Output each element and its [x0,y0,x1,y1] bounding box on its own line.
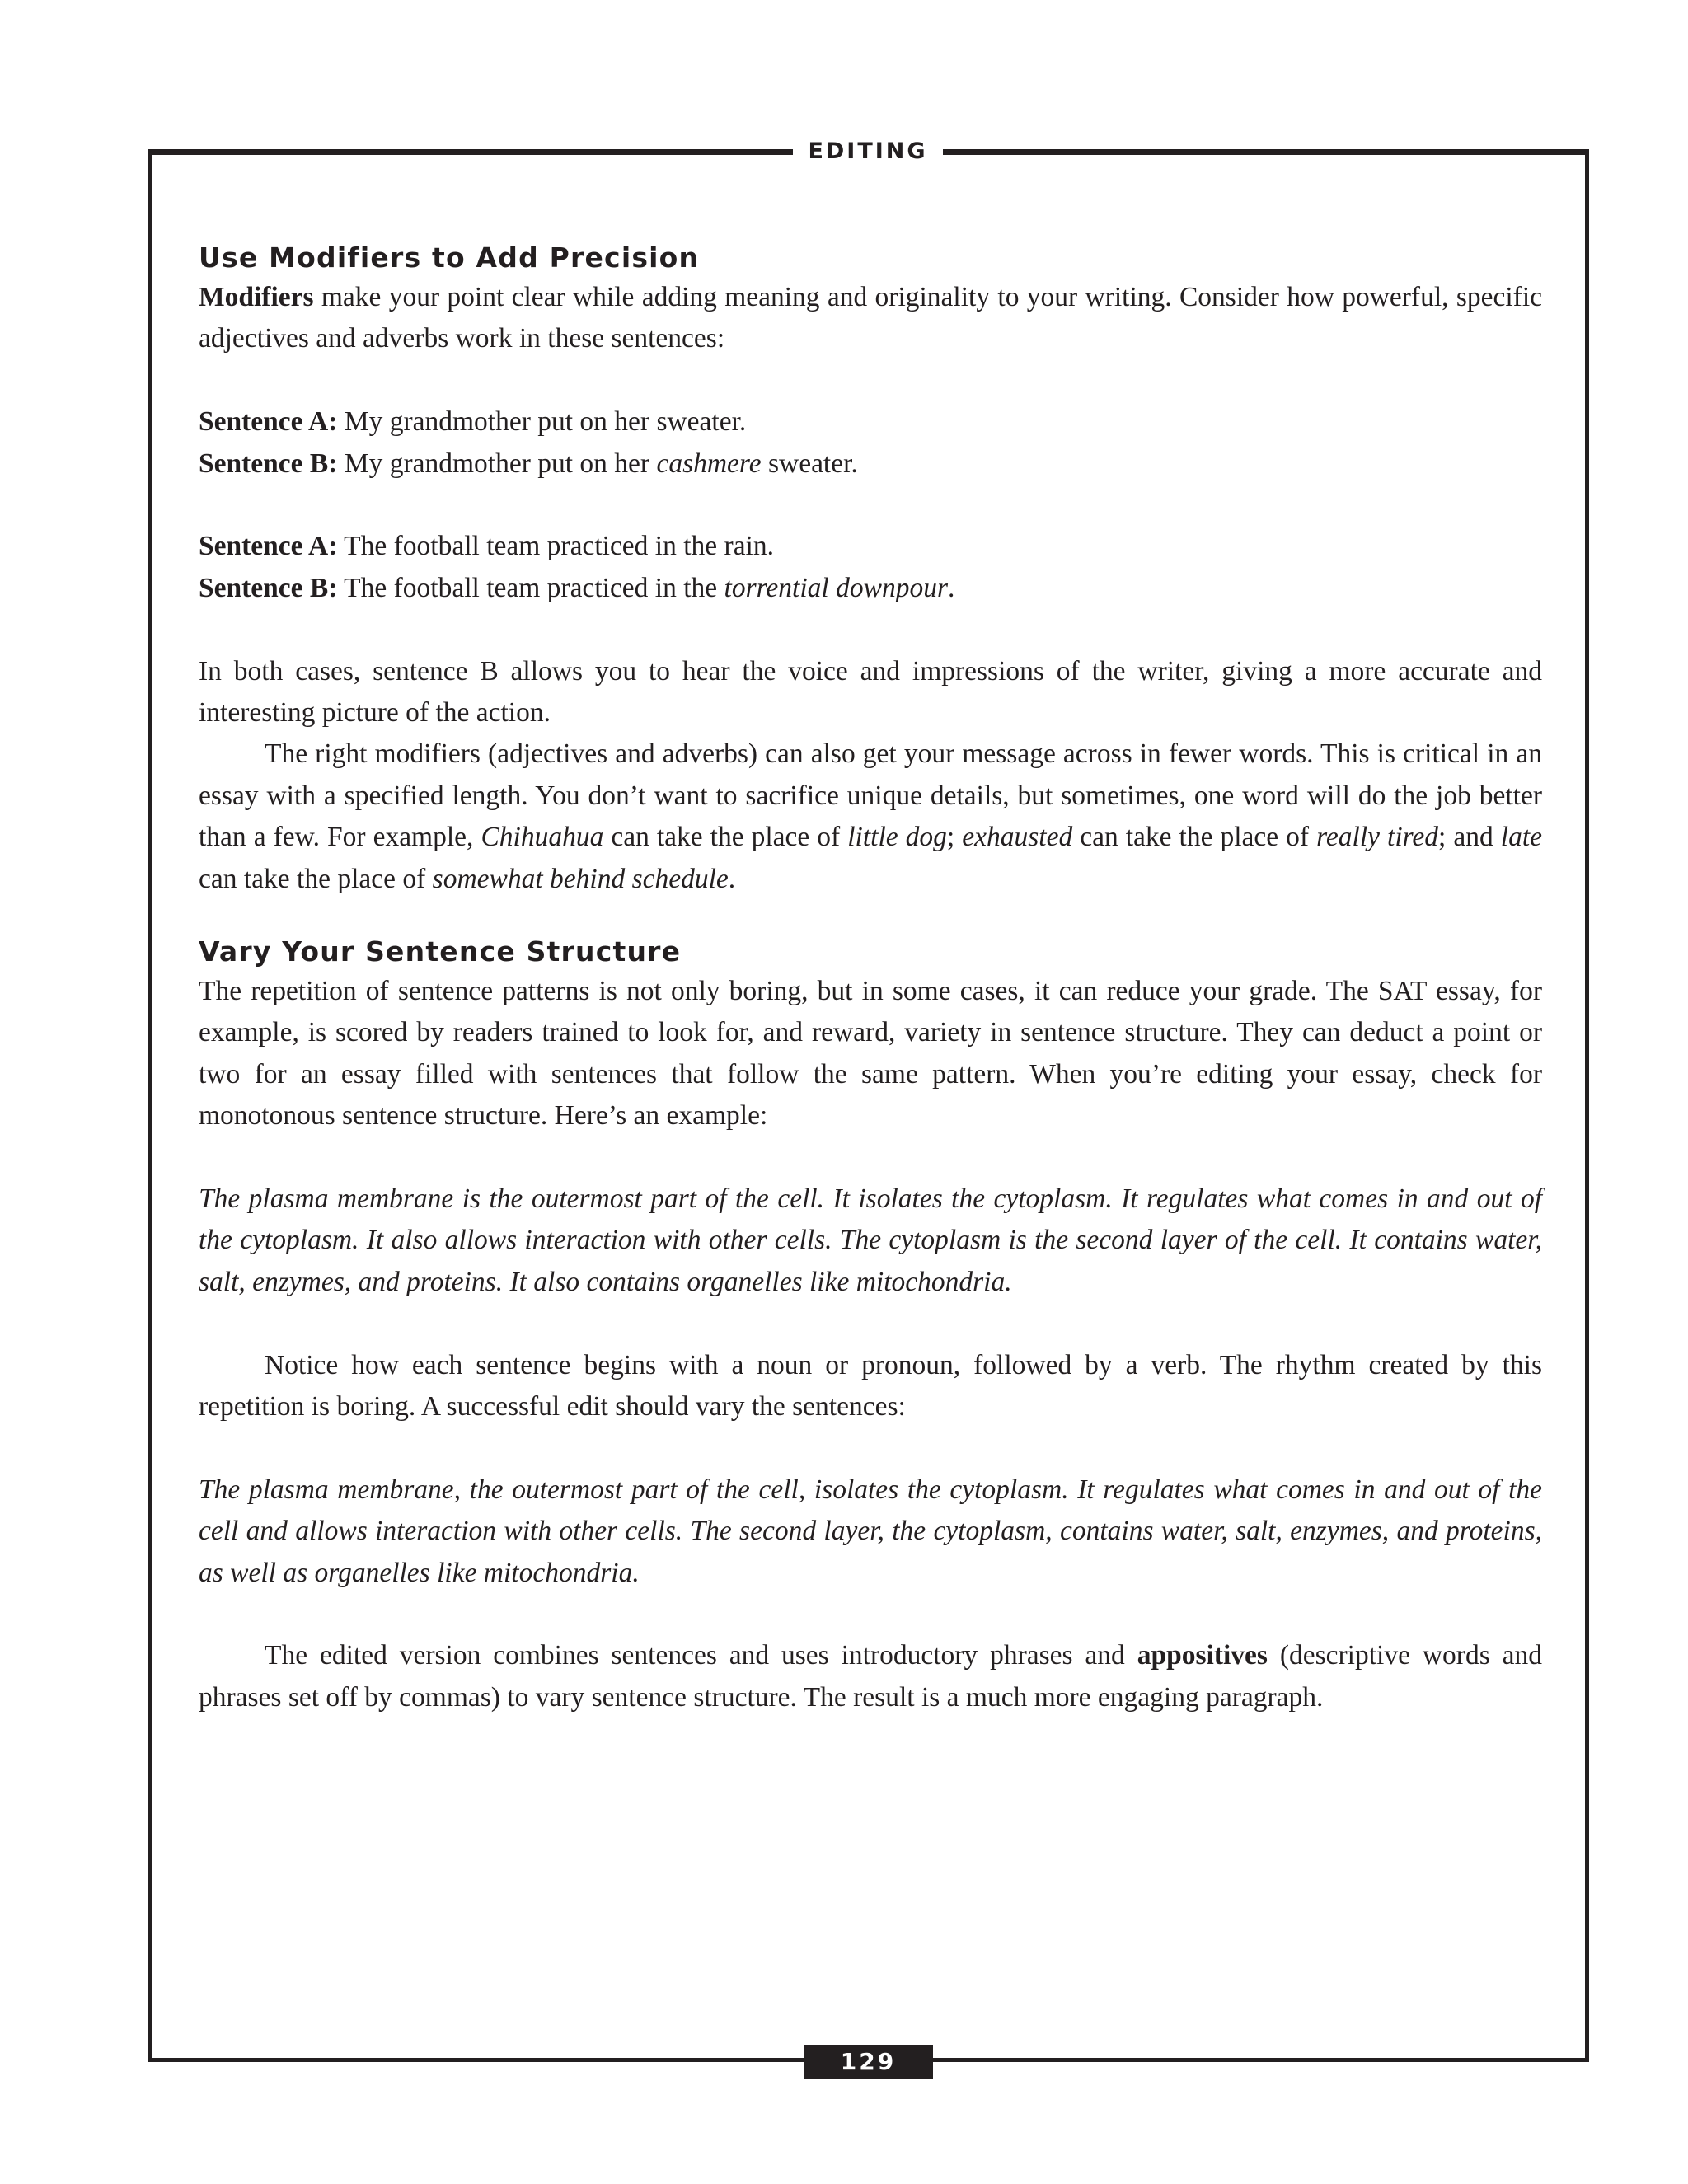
example-monotonous-paragraph: The plasma membrane is the outermost part of the cell. It isolates the cytoplasm. It regulates what comes in and out of the cytoplasm. It also allows interaction with other cells. The cytoplasm is the second layer of the cell. It contains water, salt, enzymes, and proteins. It also contains organelles like mitochondria. [199,1183,1542,1297]
section-heading-modifiers: Use Modifiers to Add Precision [199,241,700,274]
term-modifiers: Modifiers [199,282,314,312]
example-edited-paragraph: The plasma membrane, the outermost part of the cell, isolates the cytoplasm. It regulates what comes in and out of the cell and allows interaction with other cells. The second layer, the cytoplasm, contains water, salt, enzymes, and proteins, as well as organelles like mitochondria. [199,1474,1542,1588]
sentence-a-line: Sentence A: My grandmother put on her sweater. [199,406,747,438]
right-modifiers-paragraph: The right modifiers (adjectives and adverbs) can also get your message across in fewer words. This is critical in an essay with a specified length. You don’t want to sacrifice unique details, but sometimes, one word will do the job better than a few. For example, Chihuahua can take the place of little dog; exhausted can take the place of really tired; and late can take the place of somewhat behind schedule. [199,738,1542,894]
sentence-structure-intro-paragraph: The repetition of sentence patterns is not only boring, but in some cases, it can reduce your grade. The SAT essay, for example, is scored by readers trained to look for, and reward, variety in sentence structure. They can deduct a point or two for an essay filled with sentences that follow the same pattern. When you’re editing your essay, check for monotonous sentence structure. Here’s an example: [199,976,1542,1132]
section-heading-sentence-structure: Vary Your Sentence Structure [199,935,682,968]
both-cases-paragraph: In both cases, sentence B allows you to hear the voice and impressions of the writer, giving a more accurate and interesting picture of the action. [199,655,1542,729]
edited-version-paragraph: The edited version combines sentences and uses introductory phrases and appositives (descriptive words and phrases set off by commas) to vary sentence structure. The result is a much more engaging paragraph. [199,1640,1542,1713]
sentence-a-line: Sentence A: The football team practiced in the rain. [199,531,774,562]
page-content [199,239,1542,1718]
page-number: 129 [804,2045,933,2079]
running-head: EDITING [793,135,943,168]
sentence-b-line: Sentence B: My grandmother put on her cashmere sweater. [199,448,858,479]
term-appositives: appositives [1137,1640,1268,1671]
notice-paragraph: Notice how each sentence begins with a noun or pronoun, followed by a verb. The rhythm created by this repetition is boring. A successful edit should vary the sentences: [199,1349,1542,1422]
sentence-b-line: Sentence B: The football team practiced in the torrential downpour. [199,572,955,603]
modifiers-intro-paragraph: Modifiers make your point clear while adding meaning and originality to your writing. Consider how powerful, specific adjectives and adverbs work in these sentences: [199,282,1542,354]
